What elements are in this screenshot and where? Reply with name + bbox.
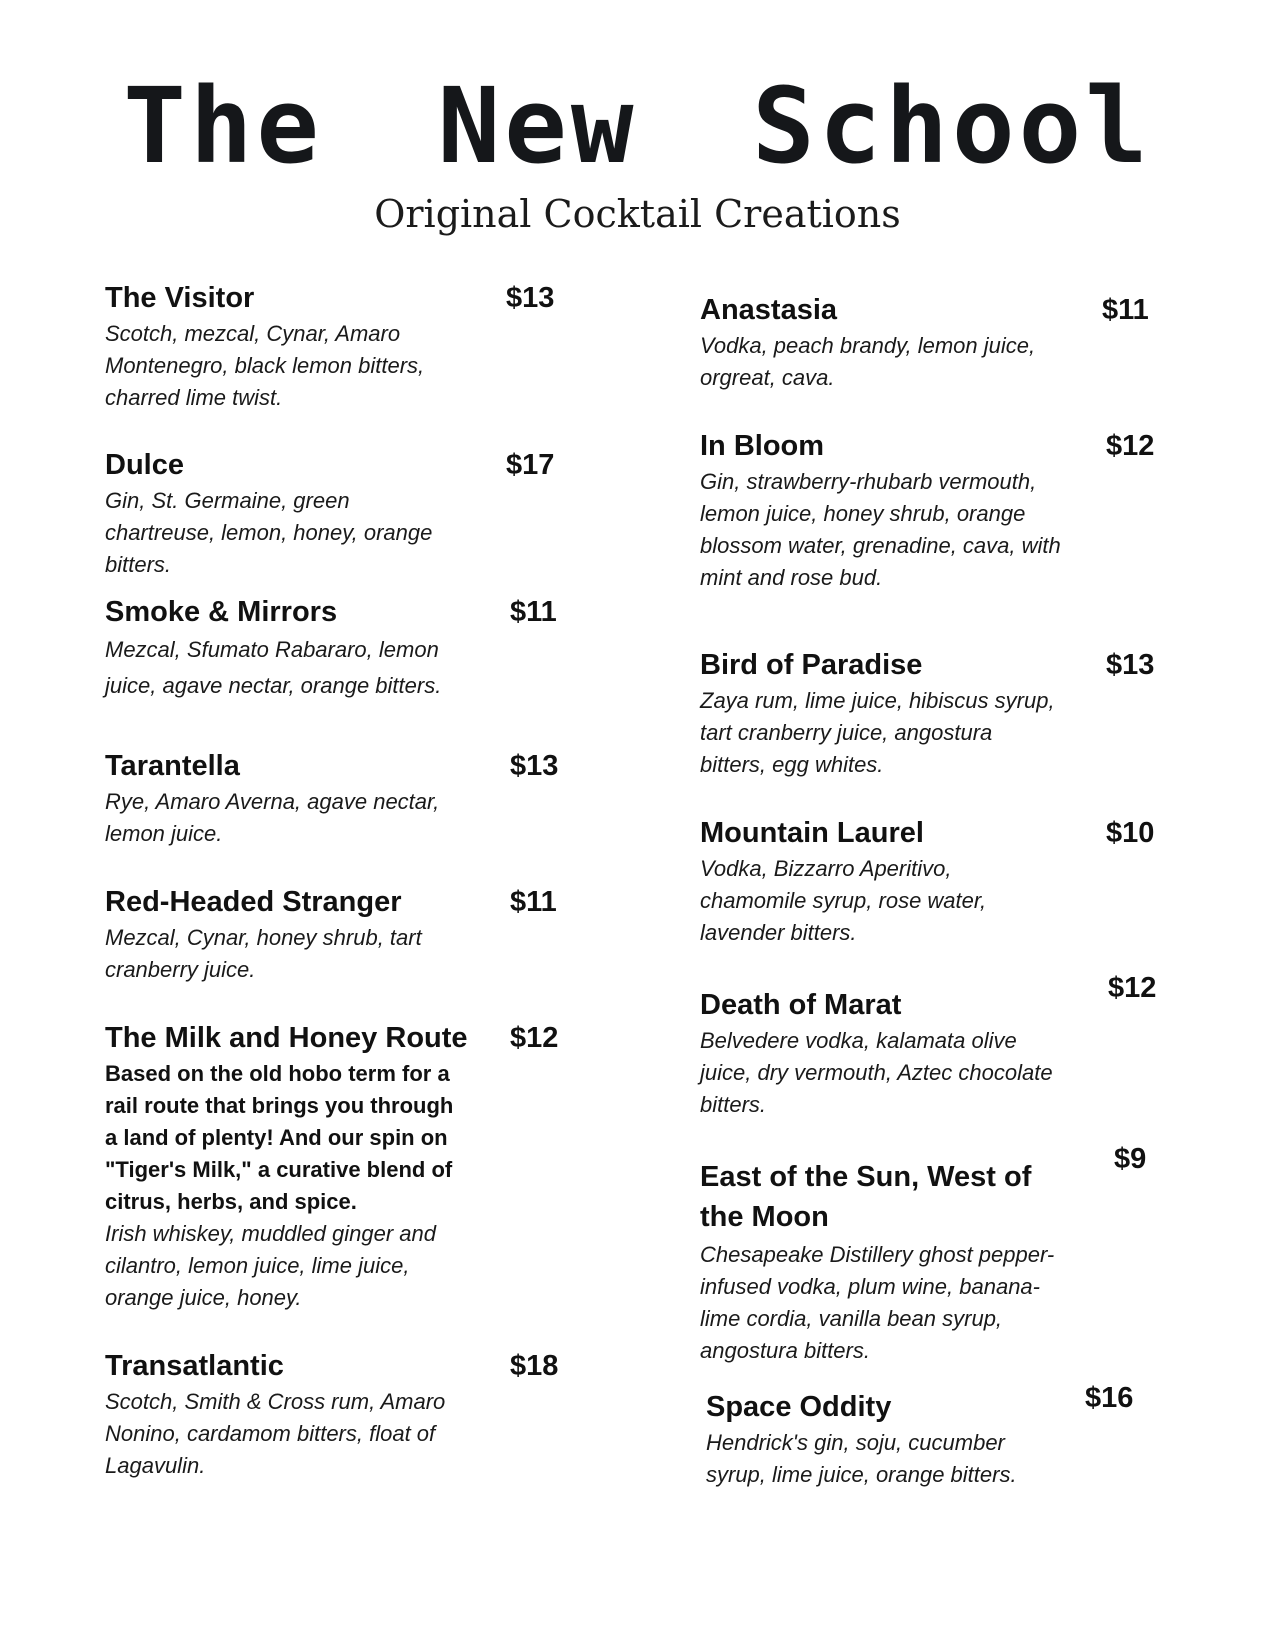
menu-subtitle: Original Cocktail Creations [374, 192, 901, 236]
menu-item-in-bloom [700, 428, 1062, 594]
item-description: Gin, St. Germaine, green chartreuse, lemon, honey, orange bitters. [105, 488, 433, 577]
menu-item-death-of-marat [700, 987, 1062, 1121]
menu-item-smoke-and-mirrors [105, 594, 450, 704]
item-description: Zaya rum, lime juice, hibiscus syrup, tart cranberry juice, angostura bitters, egg whites. [700, 688, 1055, 777]
item-description: Mezcal, Sfumato Rabararo, lemon juice, agave nectar, orange bitters. [105, 637, 442, 698]
item-name: The Visitor [105, 282, 255, 314]
item-description: Hendrick's gin, soju, cucumber syrup, lime juice, orange bitters. [706, 1430, 1017, 1487]
item-description: Chesapeake Distillery ghost pepper-infused vodka, plum wine, banana-lime cordia, vanilla bean syrup, angostura bitters. [700, 1242, 1055, 1363]
menu-item-the-milk-and-honey-route [105, 1020, 468, 1314]
menu-item-space-oddity [706, 1389, 1036, 1491]
item-name: Transatlantic [105, 1350, 284, 1382]
item-price: $10 [1106, 817, 1155, 849]
menu-item-bird-of-paradise [700, 647, 1060, 781]
item-name: Space Oddity [706, 1391, 892, 1423]
item-price: $11 [510, 596, 557, 628]
menu-item-tarantella [105, 748, 445, 850]
item-name: In Bloom [700, 430, 825, 462]
item-name: Mountain Laurel [700, 817, 924, 849]
item-price: $12 [1106, 430, 1155, 462]
item-price: $18 [510, 1350, 559, 1382]
item-name: Red-Headed Stranger [105, 886, 402, 918]
item-name: Anastasia [700, 294, 838, 326]
menu-title: The New School [123, 65, 1152, 187]
item-description: Vodka, peach brandy, lemon juice, orgreat, cava. [700, 333, 1036, 390]
item-name: East of the Sun, West of the Moon [700, 1161, 1032, 1233]
menu-item-east-of-the-sun [700, 1157, 1072, 1367]
item-note: Based on the old hobo term for a rail route that brings you through a land of plenty! And our spin on "Tiger's Milk," a curative blend of citrus, herbs, and spice. [105, 1061, 454, 1214]
item-description: Mezcal, Cynar, honey shrub, tart cranberry juice. [105, 925, 422, 982]
item-price: $12 [510, 1022, 559, 1054]
item-description: Scotch, Smith & Cross rum, Amaro Nonino, cardamom bitters, float of Lagavulin. [105, 1389, 446, 1478]
item-price: $11 [510, 886, 557, 918]
item-description: Vodka, Bizzarro Aperitivo, chamomile syrup, rose water, lavender bitters. [700, 856, 987, 945]
item-name: Death of Marat [700, 989, 902, 1021]
item-name: Dulce [105, 449, 184, 481]
item-price: $16 [1085, 1382, 1134, 1414]
menu-item-the-visitor [105, 280, 465, 414]
item-name: Smoke & Mirrors [105, 596, 338, 628]
item-price: $13 [506, 282, 555, 314]
item-description: Rye, Amaro Averna, agave nectar, lemon juice. [105, 789, 440, 846]
menu-item-anastasia [700, 292, 1045, 394]
item-price: $17 [506, 449, 555, 481]
item-price: $13 [1106, 649, 1155, 681]
item-price: $9 [1114, 1143, 1147, 1175]
item-description: Scotch, mezcal, Cynar, Amaro Montenegro, black lemon bitters, charred lime twist. [105, 321, 425, 410]
menu-item-mountain-laurel [700, 815, 1020, 949]
item-price: $13 [510, 750, 559, 782]
menu-item-transatlantic [105, 1348, 455, 1482]
item-price: $12 [1108, 972, 1157, 1004]
item-price: $11 [1102, 294, 1149, 326]
item-name: Bird of Paradise [700, 649, 923, 681]
item-name: The Milk and Honey Route [105, 1022, 468, 1054]
item-name: Tarantella [105, 750, 240, 782]
item-description: Gin, strawberry-rhubarb vermouth, lemon juice, honey shrub, orange blossom water, grenadine, cava, with mint and rose bud. [700, 469, 1061, 590]
menu-item-red-headed-stranger [105, 884, 435, 986]
item-description: Belvedere vodka, kalamata olive juice, dry vermouth, Aztec chocolate bitters. [700, 1028, 1053, 1117]
item-description: Irish whiskey, muddled ginger and cilantro, lemon juice, lime juice, orange juice, honey. [105, 1221, 436, 1310]
menu-item-dulce [105, 447, 465, 581]
